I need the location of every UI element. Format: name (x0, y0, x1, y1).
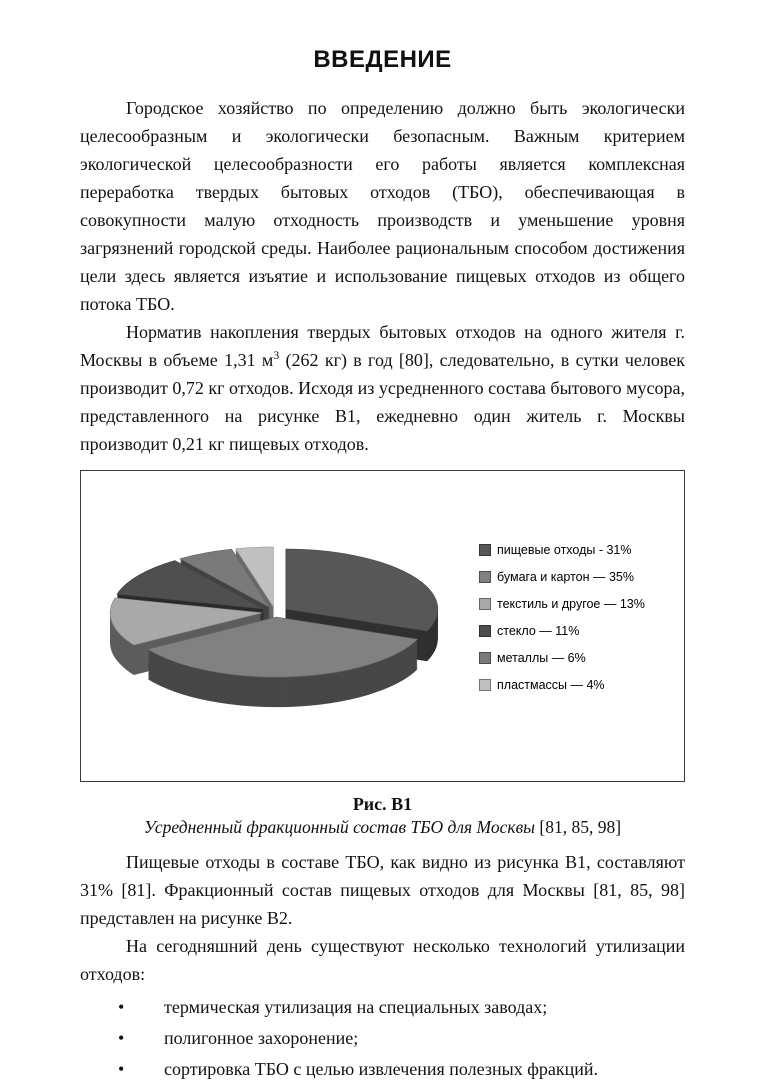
figure-frame (80, 470, 685, 782)
legend-item (479, 570, 676, 584)
bullet-text: полигонное захоронение; (164, 1028, 359, 1048)
bullet-list (80, 992, 685, 1085)
bullet-item (80, 1023, 685, 1054)
figure-subcaption (80, 817, 685, 838)
bullet-item (80, 992, 685, 1023)
legend-label: пищевые отходы - 31% (497, 542, 632, 557)
body-paragraph-4: На сегодняшний день существуют несколько технологий утилизации отходов: (80, 936, 685, 984)
figure-subcaption-refs: [81, 85, 98] (535, 817, 622, 837)
bullet-dot: • (118, 1059, 125, 1079)
legend-label: бумага и картон — 35% (497, 569, 634, 584)
bullet-dot: • (118, 1028, 125, 1048)
legend-item (479, 543, 676, 557)
legend-swatch (479, 598, 491, 610)
bullet-text: термическая утилизация на специальных заводах; (164, 997, 548, 1017)
legend-swatch (479, 571, 491, 583)
legend-swatch (479, 679, 491, 691)
pie-chart (85, 500, 475, 752)
paragraph-2-text-before: Норматив накопления твердых бытовых отходов на одного жителя г. Москвы в объеме 1,31 м (80, 322, 685, 370)
figure-subcaption-text: Усредненный фракционный состав ТБО для Москвы (143, 817, 536, 837)
legend-item (479, 651, 676, 665)
figure-caption: Рис. В1 (352, 794, 413, 814)
legend-swatch (479, 652, 491, 664)
bullet-dot: • (118, 997, 125, 1017)
page-title: ВВЕДЕНИЕ (313, 46, 452, 73)
legend-label: металлы — 6% (497, 650, 586, 665)
pie-chart-area (85, 500, 475, 752)
intro-paragraph-2 (80, 318, 685, 458)
legend-label: текстиль и другое — 13% (497, 596, 645, 611)
legend-item (479, 678, 676, 692)
intro-paragraph-1: Городское хозяйство по определению должно быть экологически целесообразным и экологически безопасным. Важным критерием экологической целесообразности его работы является комплексная переработка твердых бытовых отходов (ТБО), обеспечивающая в совокупности малую отходность производств и уменьшение уровня загрязнений городской среды. Наиболее рациональным способом достижения цели здесь является изъятие и использование пищевых отходов из общего потока ТБО. (80, 98, 685, 314)
chart-legend (475, 543, 676, 692)
bullet-item (80, 1054, 685, 1085)
paragraph-2-text-after: (262 кг) в год [80], следовательно, в сутки человек производит 0,72 кг отходов. Исходя из усредненного состава бытового мусора, представленного на рисунке В1, ежедневно один житель г. Москвы производит 0,21 кг пищевых отходов. (80, 350, 686, 454)
legend-swatch (479, 625, 491, 637)
legend-label: стекло — 11% (497, 623, 580, 638)
legend-swatch (479, 544, 491, 556)
legend-label: пластмассы — 4% (497, 677, 605, 692)
legend-item (479, 597, 676, 611)
cubic-meter-superscript: 3 (273, 348, 280, 362)
legend-item (479, 624, 676, 638)
body-paragraph-3: Пищевые отходы в составе ТБО, как видно из рисунка В1, составляют 31% [81]. Фракционный состав пищевых отходов для Москвы [81, 85, 98] представлен на рисунке В2. (80, 852, 685, 928)
bullet-text: сортировка ТБО с целью извлечения полезных фракций. (164, 1059, 599, 1079)
